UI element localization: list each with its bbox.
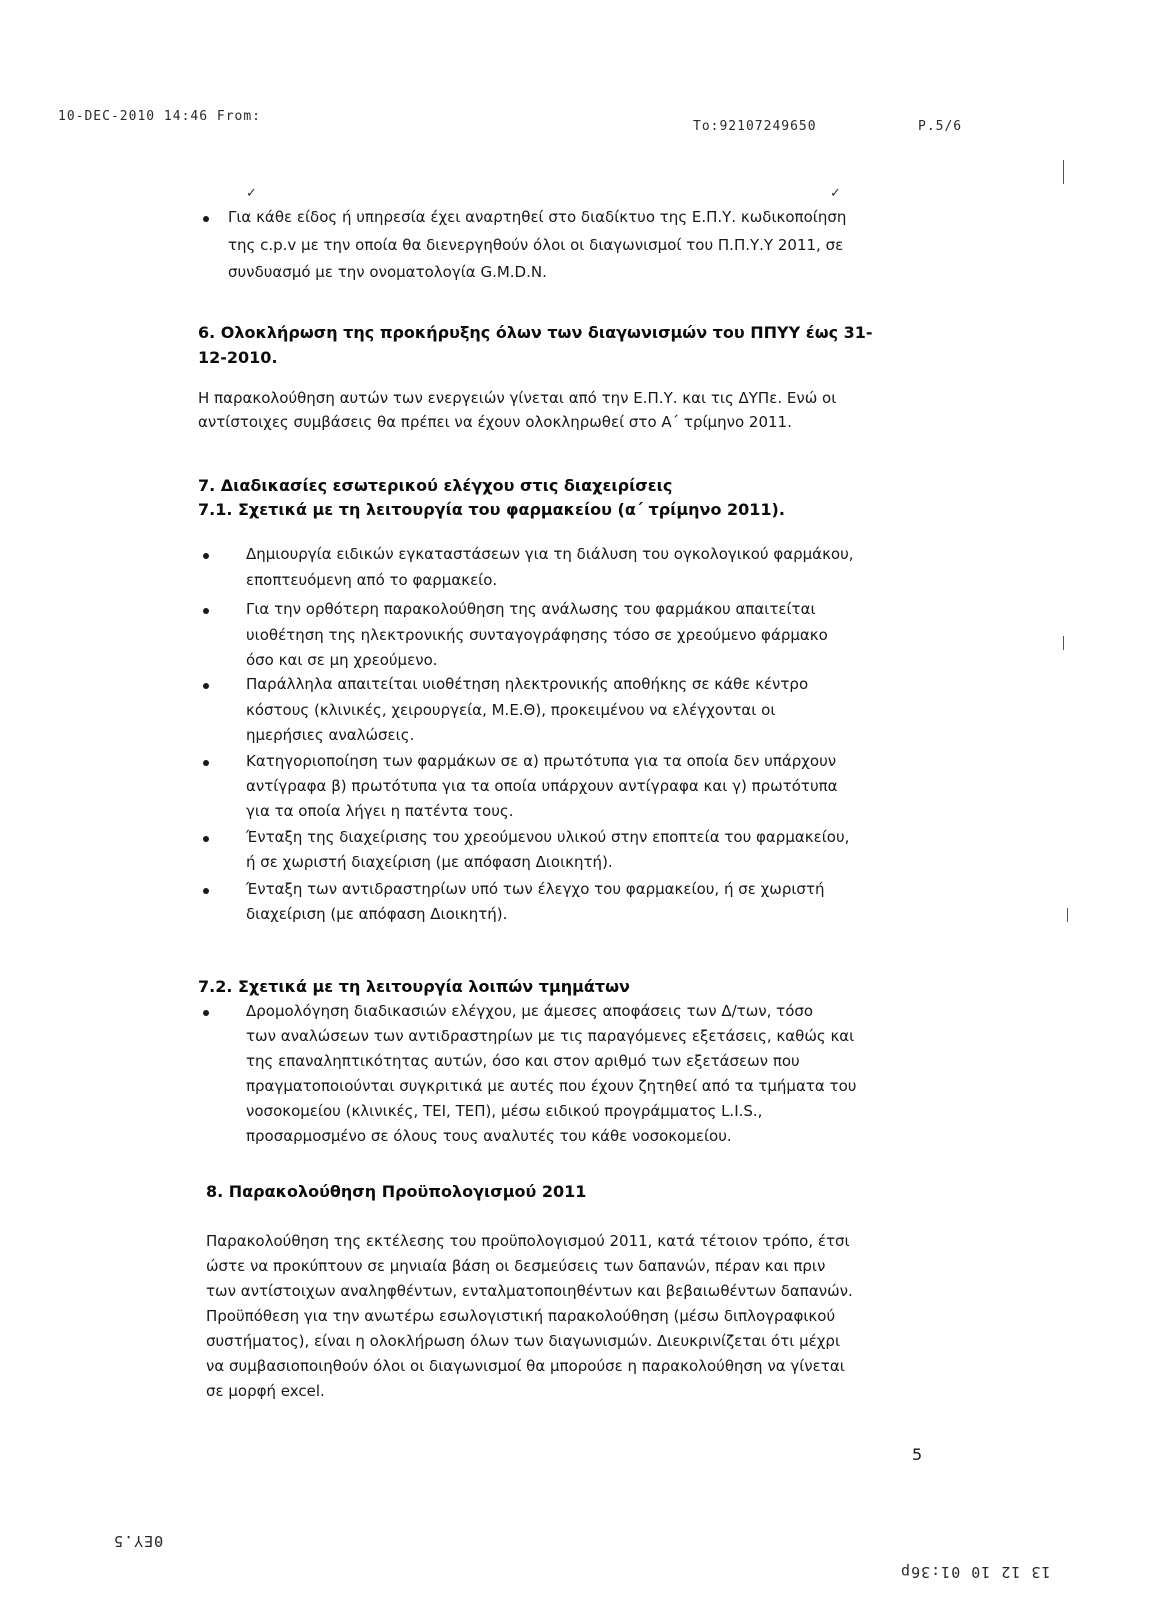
section-8-paragraph-line: να συμβασιοποιηθούν όλοι οι διαγωνισμοί θα μπορούσε η παρακολούθηση να γίνεται [206, 1357, 845, 1375]
bullet-icon [203, 1010, 209, 1016]
list-item-line: των αναλώσεων των αντιδραστηρίων με τις παραγόμενες εξετάσεις, καθώς και [246, 1027, 855, 1045]
intro-bullet-line: Για κάθε είδος ή υπηρεσία έχει αναρτηθεί στο διαδίκτυο της Ε.Π.Υ. κωδικοποίηση [228, 208, 847, 226]
list-item-line: εποπτευόμενη από το φαρμακείο. [246, 571, 498, 589]
section-7-1-heading: 7.1. Σχετικά με τη λειτουργία του φαρμακείου (α΄ τρίμηνο 2011). [198, 500, 785, 519]
list-item-line: ημερήσιες αναλώσεις. [246, 726, 415, 744]
section-8-paragraph-line: Παρακολούθηση της εκτέλεσης του προϋπολογισμού 2011, κατά τέτοιον τρόπο, έτσι [206, 1232, 850, 1250]
list-item-line: υιοθέτηση της ηλεκτρονικής συνταγογράφησης τόσο σε χρεούμενο φάρμακο [246, 626, 828, 644]
check-mark-icon: ✓ [246, 186, 257, 201]
footer-stamp-right: 13 12 10 01:36p [900, 1563, 1051, 1581]
bullet-icon [203, 836, 209, 842]
section-6-paragraph-line: αντίστοιχες συμβάσεις θα πρέπει να έχουν ολοκληρωθεί στο Α΄ τρίμηνο 2011. [198, 413, 792, 431]
bullet-icon [203, 760, 209, 766]
list-item-line: Παράλληλα απαιτείται υιοθέτηση ηλεκτρονικής αποθήκης σε κάθε κέντρο [246, 675, 809, 693]
section-6-heading: 12-2010. [198, 348, 278, 367]
section-8-paragraph-line: ώστε να προκύπτουν σε μηνιαία βάση οι δεσμεύσεις των δαπανών, πέραν και πριν [206, 1257, 826, 1275]
intro-bullet-line: της c.p.v με την οποία θα διενεργηθούν όλοι οι διαγωνισμοί του Π.Π.Υ.Υ 2011, σε [228, 236, 844, 254]
section-8-paragraph-line: των αντίστοιχων αναληφθέντων, ενταλματοποιηθέντων και βεβαιωθέντων δαπανών. [206, 1282, 853, 1300]
fax-header-date: 10-DEC-2010 14:46 From: [58, 109, 262, 124]
list-item-line: Ένταξη των αντιδραστηρίων υπό των έλεγχο του φαρμακείου, ή σε χωριστή [246, 880, 825, 898]
section-6-heading: 6. Ολοκλήρωση της προκήρυξης όλων των διαγωνισμών του ΠΠΥΥ έως 31- [198, 323, 873, 342]
section-8-paragraph-line: συστήματος), είναι η ολοκλήρωση όλων των διαγωνισμών. Διευκρινίζεται ότι μέχρι [206, 1332, 841, 1350]
list-item-line: Ένταξη της διαχείρισης του χρεούμενου υλικού στην εποπτεία του φαρμακείου, [246, 828, 850, 846]
section-8-heading: 8. Παρακολούθηση Προϋπολογισμού 2011 [206, 1182, 587, 1201]
list-item-line: της επαναληπτικότητας αυτών, όσο και στον αριθμό των εξετάσεων που [246, 1052, 800, 1070]
list-item-line: διαχείριση (με απόφαση Διοικητή). [246, 905, 508, 923]
list-item-line: αντίγραφα β) πρωτότυπα για τα οποία υπάρχουν αντίγραφα και γ) πρωτότυπα [246, 777, 838, 795]
bullet-icon [203, 553, 209, 559]
bullet-icon [203, 888, 209, 894]
bullet-icon [203, 608, 209, 614]
bullet-icon [203, 216, 209, 222]
footer-stamp-left: ΘΕΥ.5 [113, 1532, 164, 1550]
list-item-line: προσαρμοσμένο σε όλους τους αναλυτές του κάθε νοσοκομείου. [246, 1127, 732, 1145]
section-7-heading: 7. Διαδικασίες εσωτερικού ελέγχου στις διαχειρίσεις [198, 476, 673, 495]
list-item-line: Κατηγοριοποίηση των φαρμάκων σε α) πρωτότυπα για τα οποία δεν υπάρχουν [246, 752, 837, 770]
section-6-paragraph-line: Η παρακολούθηση αυτών των ενεργειών γίνεται από την Ε.Π.Υ. και τις ΔΥΠε. Ενώ οι [198, 389, 837, 407]
bullet-icon [203, 683, 209, 689]
list-item-line: Για την ορθότερη παρακολούθηση της ανάλωσης του φαρμάκου απαιτείται [246, 600, 816, 618]
list-item-line: Δρομολόγηση διαδικασιών ελέγχου, με άμεσες αποφάσεις των Δ/των, τόσο [246, 1002, 814, 1020]
list-item-line: κόστους (κλινικές, χειρουργεία, Μ.Ε.Θ), προκειμένου να ελέγχονται οι [246, 701, 776, 719]
fax-header-to: To:92107249650 [693, 119, 817, 134]
list-item-line: Δημιουργία ειδικών εγκαταστάσεων για τη διάλυση του ογκολογικού φαρμάκου, [246, 545, 854, 563]
list-item-line: για τα οποία λήγει η πατέντα τους. [246, 802, 514, 820]
section-8-paragraph-line: Προϋπόθεση για την ανωτέρω εσωλογιστική παρακολούθηση (μέσω διπλογραφικού [206, 1307, 836, 1325]
fax-header-page: P.5/6 [918, 119, 963, 134]
list-item-line: νοσοκομείου (κλινικές, ΤΕΙ, ΤΕΠ), μέσω ειδικού προγράμματος L.I.S., [246, 1102, 763, 1120]
section-7-2-heading: 7.2. Σχετικά με τη λειτουργία λοιπών τμημάτων [198, 977, 630, 996]
section-8-paragraph-line: σε μορφή excel. [206, 1382, 325, 1400]
list-item-line: ή σε χωριστή διαχείριση (με απόφαση Διοικητή). [246, 853, 613, 871]
check-mark-icon: ✓ [830, 186, 841, 201]
intro-bullet-line: συνδυασμό με την ονοματολογία G.M.D.N. [228, 263, 547, 281]
list-item-line: πραγματοποιούνται συγκριτικά με αυτές που έχουν ζητηθεί από τα τμήματα του [246, 1077, 857, 1095]
list-item-line: όσο και σε μη χρεούμενο. [246, 651, 438, 669]
page-number: 5 [912, 1445, 923, 1464]
